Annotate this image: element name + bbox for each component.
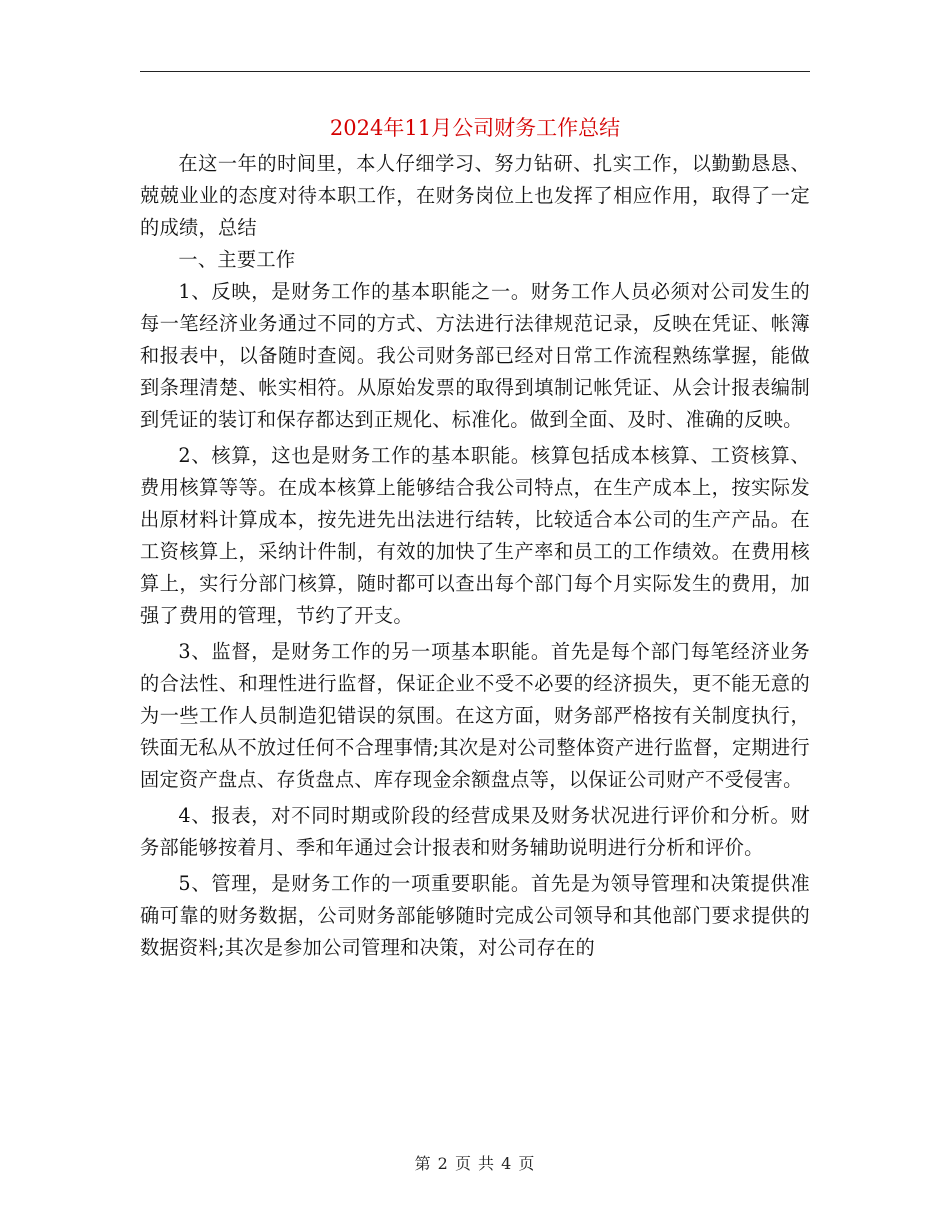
- document-body: [140, 148, 810, 964]
- section-heading-main-work: 一、主要工作: [178, 248, 296, 271]
- paragraph-accounting: 2、核算，这也是财务工作的基本职能。核算包括成本核算、工资核算、费用核算等等。在成本核算上能够结合我公司特点，在生产成本上，按实际发出原材料计算成本，按先进先出法进行结转，比较适合本公司的生产产品。在工资核算上，采纳计件制，有效的加快了生产率和员工的工作绩效。在费用核算上，实行分部门核算，随时都可以查出每个部门每个月实际发生的费用，加强了费用的管理，节约了开支。: [140, 444, 810, 627]
- paragraph-supervision: 3、监督，是财务工作的另一项基本职能。首先是每个部门每笔经济业务的合法性、和理性进行监督，保证企业不受不必要的经济损失，更不能无意的为一些工作人员制造犯错误的氛围。在这方面，财务部严格按有关制度执行，铁面无私从不放过任何不合理事情;其次是对公司整体资产进行监督，定期进行固定资产盘点、存货盘点、库存现金余额盘点等，以保证公司财产不受侵害。: [140, 640, 810, 791]
- paragraph-reports: 4、报表，对不同时期或阶段的经营成果及财务状况进行评价和分析。财务部能够按着月、季和年通过会计报表和财务辅助说明进行分析和评价。: [140, 804, 810, 859]
- header-rule: [140, 71, 810, 72]
- page-footer: 第 2 页 共 4 页: [414, 1154, 536, 1173]
- document-title: 2024年11月公司财务工作总结: [329, 116, 621, 140]
- paragraph-management: 5、管理，是财务工作的一项重要职能。首先是为领导管理和决策提供准确可靠的财务数据，公司财务部能够随时完成公司领导和其他部门要求提供的数据资料;其次是参加公司管理和决策，对公司存在的: [140, 872, 810, 959]
- paragraph-reflect: 1、反映，是财务工作的基本职能之一。财务工作人员必须对公司发生的每一笔经济业务通过不同的方式、方法进行法律规范记录，反映在凭证、帐簿和报表中，以备随时查阅。我公司财务部已经对日常工作流程熟练掌握，能做到条理清楚、帐实相符。从原始发票的取得到填制记帐凭证、从会计报表编制到凭证的装订和保存都达到正规化、标准化。做到全面、及时、准确的反映。: [140, 280, 810, 431]
- paragraph-intro: 在这一年的时间里，本人仔细学习、努力钻研、扎实工作，以勤勤恳恳、兢兢业业的态度对待本职工作，在财务岗位上也发挥了相应作用，取得了一定的成绩，总结: [140, 152, 810, 239]
